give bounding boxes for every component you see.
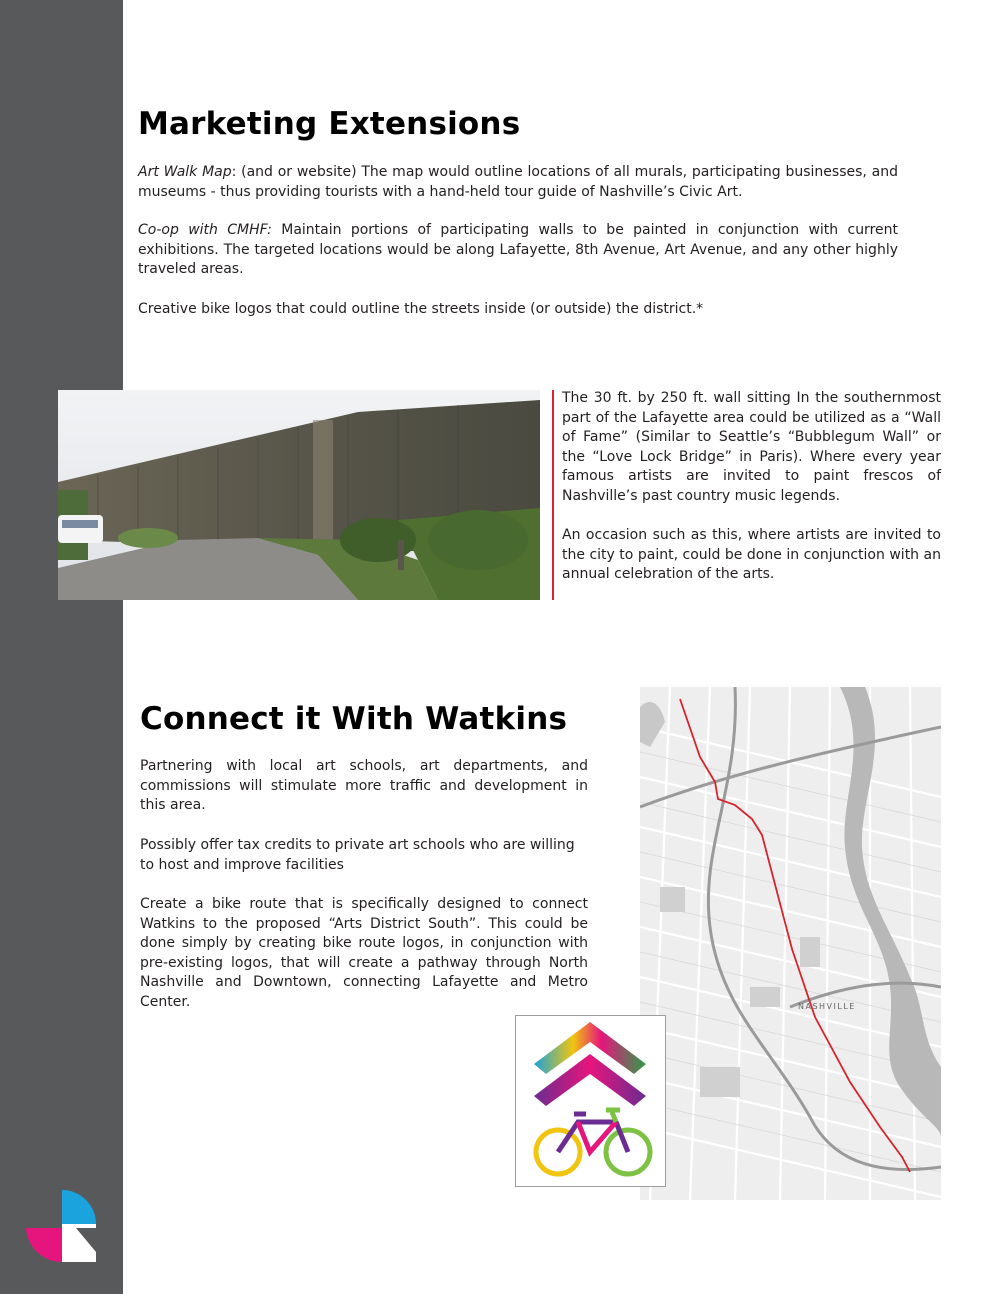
marketing-title: Marketing Extensions xyxy=(138,106,521,142)
watkins-paragraph-3: Create a bike route that is specifically designed to connect Watkins to the proposed “Arts District South”. This could be done simply by creating bike route logos, in conjunction with pre-existing logos, that will create a pathway through North Nashville and Downtown, connecting Lafayette and Metro Center. xyxy=(140,896,588,1010)
wall-photo xyxy=(58,390,540,600)
art-walk-text: : (and or website) The map would outline locations of all murals, participating businesses, and museums - thus providing tourists with a hand-held tour guide of Nashville’s Civic Art. xyxy=(138,164,898,200)
route-map xyxy=(640,687,941,1200)
watkins-title: Connect it With Watkins xyxy=(140,701,568,737)
coop-paragraph xyxy=(138,221,898,280)
accent-divider xyxy=(552,390,554,600)
art-walk-paragraph xyxy=(138,163,898,202)
brand-logo xyxy=(24,1188,104,1264)
wall-paragraph-2: An occasion such as this, where artists are invited to the city to paint, could be done in conjunction with an annual celebration of the arts. xyxy=(562,527,941,583)
watkins-paragraph-1: Partnering with local art schools, art departments, and commissions will stimulate more traffic and development in this area. xyxy=(140,758,588,814)
bike-logos-paragraph: Creative bike logos that could outline the streets inside (or outside) the district.* xyxy=(138,301,704,317)
bike-route-logo xyxy=(515,1015,666,1187)
map-city-label: NASHVILLE xyxy=(798,1002,856,1011)
coop-text: Maintain portions of participating walls to be painted in conjunction with current exhibitions. The targeted locations would be along Lafayette, 8th Avenue, Art Avenue, and any other highly traveled areas. xyxy=(138,222,898,278)
sidebar-bar xyxy=(0,0,123,1294)
wall-paragraph-1: The 30 ft. by 250 ft. wall sitting In the southernmost part of the Lafayette area could be utilized as a “Wall of Fame” (Similar to Seattle’s “Bubblegum Wall” or the “Love Lock Bridge” in Paris). Where every year famous artists are invited to paint frescos of Nashville’s past country music legends. xyxy=(562,390,941,504)
watkins-paragraph-2: Possibly offer tax credits to private art schools who are willing to host and improve facilities xyxy=(140,837,575,873)
coop-label: Co-op with CMHF: xyxy=(138,222,272,238)
art-walk-label: Art Walk Map xyxy=(138,164,232,180)
